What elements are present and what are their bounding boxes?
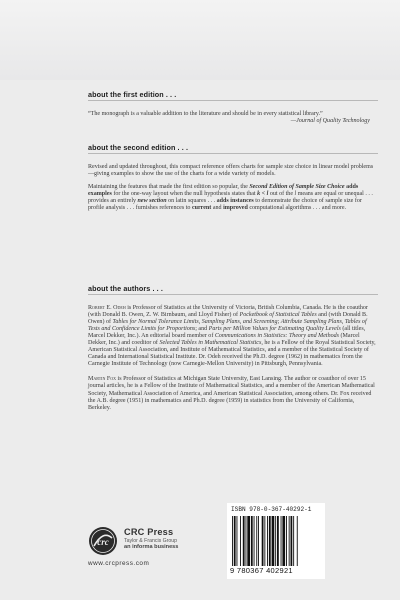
quote-attribution: —Journal of Quality Technology bbox=[290, 118, 370, 125]
section-divider bbox=[88, 153, 378, 154]
svg-text:crc: crc bbox=[97, 537, 109, 547]
first-edition-quote: “The monograph is a valuable addition to the literature and should be in every statistical library.” bbox=[88, 111, 323, 117]
first-edition-heading: about the first edition . . . bbox=[88, 90, 177, 99]
second-edition-paragraph-2: Maintaining the features that made the first edition so popular, the Second Edition of Sample Size Choice adds examples for the one-way layout when the null hypothesis states that k < l out of the l means are equal or unequal . . . provides an entirely new section on latin squares . . . adds instances to demonstrate the choice of sample size for profile analysis . . . furnishes references to current and improved computational algorithms . . . and more. bbox=[88, 184, 373, 212]
publisher-block bbox=[124, 527, 178, 550]
publisher-group: Taylor & Francis Group bbox=[124, 538, 178, 544]
publisher-url: www.crcpress.com bbox=[88, 560, 150, 567]
section-divider bbox=[88, 294, 378, 295]
first-edition-section bbox=[88, 90, 378, 125]
authors-heading: about the authors . . . bbox=[88, 284, 163, 293]
publisher-tagline: an informa business bbox=[124, 544, 179, 550]
barcode-number: 9 780367 402921 bbox=[230, 566, 293, 575]
publisher-name: CRC Press bbox=[124, 527, 174, 537]
section-divider bbox=[88, 100, 378, 101]
authors-section bbox=[88, 284, 378, 412]
second-edition-paragraph-1: Revised and updated throughout, this compact reference offers charts for sample size choice in linear model problems—giving examples to show the use of the charts for a wide variety of models. bbox=[88, 164, 374, 178]
isbn-barcode-box bbox=[227, 503, 325, 579]
author-bio-odeh: Robert E. Odeh is Professor of Statistics at the University of Victoria, British Columbia, Canada. He is the coauthor (with Donald B. Owen, Z. W. Birnbaum, and Lloyd Fisher) of Pocketbook of Statistical Tables and (with Donald B. Owen) of Tables for Normal Tolerance Limits, Sampling Plans, and Screening; Attribute Sampling Plans, Tables of Tests and Confidence Limits for Proportions; and Parts per Million Values for Estimating Quality Levels (all titles, Marcel Dekker, Inc.). An editorial board member of Communications in Statistics: Theory and Methods (Marcel Dekker, Inc.) and coeditor of Selected Tables in Mathematical Statistics, he is a Fellow of the Royal Statistical Society, American Statistical Association, and Institute of Mathematical Statistics, and a member of the Statistical Society of Canada and International Statistical Institute. Dr. Odeh received the Ph.D. degree (1962) in mathematics from the Carnegie Institute of Technology (now Carnegie-Mellon University) in Pittsburgh, Pennsylvania. bbox=[88, 305, 376, 368]
author-bio-fox: Martin Fox is Professor of Statistics at Michigan State University, East Lansing. The author or coauthor of over 15 journal articles, he is a Fellow of the Institute of Mathematical Statistics, and a member of the American Mathematical Society, Mathematical Association of America, and American Statistical Association, among others. Dr. Fox received the A.B. degree (1951) in mathematics and Ph.D. degree (1959) in statistics from the University of California, Berkeley. bbox=[88, 376, 375, 411]
second-edition-heading: about the second edition . . . bbox=[88, 143, 189, 152]
second-edition-section bbox=[88, 143, 378, 212]
barcode-icon bbox=[232, 516, 320, 566]
isbn-label: ISBN 978-0-367-40292-1 bbox=[231, 506, 312, 513]
